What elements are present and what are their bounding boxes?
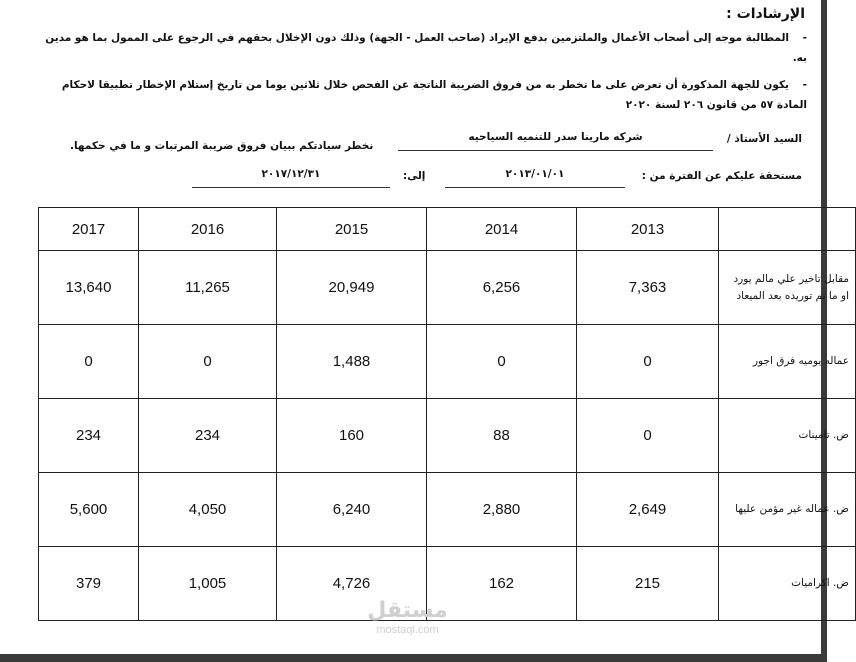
value-cell: 4,726 xyxy=(277,547,427,621)
value-cell: 379 xyxy=(39,547,139,621)
value-cell: 13,640 xyxy=(39,251,139,325)
tax-differences-table xyxy=(38,207,856,621)
value-cell: 1,488 xyxy=(277,325,427,399)
value-cell: 88 xyxy=(427,399,577,473)
value-cell: 0 xyxy=(39,325,139,399)
value-cell: 7,363 xyxy=(577,251,719,325)
period-to-line xyxy=(192,187,390,188)
period-label: مستحقة عليكم عن الفترة من : xyxy=(641,170,802,182)
watermark-arabic: مستقل xyxy=(367,598,448,623)
window-frame-bottom xyxy=(0,654,827,662)
company-line xyxy=(398,150,713,151)
instruction-text: يكون للجهة المذكورة أن تعرض على ما تخطر به من فروق الضريبة الناتجة عن الفحص خلال ثلاثين يوما من تاريخ إستلام الإخطار تطبيقا لاحكام المادة ٥٧ من قانون ٢٠٦ لسنة ٢٠٢٠ xyxy=(61,79,807,111)
table-header-row xyxy=(39,208,856,251)
value-cell: 5,600 xyxy=(39,473,139,547)
year-header: 2015 xyxy=(277,208,427,251)
row-label: ض. تامينات xyxy=(719,399,856,473)
value-cell: 215 xyxy=(577,547,719,621)
value-cell: 0 xyxy=(139,325,277,399)
value-cell: 11,265 xyxy=(139,251,277,325)
value-cell: 4,050 xyxy=(139,473,277,547)
instructions-title: الإرشادات : xyxy=(726,6,805,22)
instruction-text: المطالبة موجه إلى أصحاب الأعمال والملتزمين بدفع الإيراد (صاحب العمل - الجهة) وذلك دون الإخلال بحقهم في الرجوع على الممول بما هو مدين به. xyxy=(45,32,807,64)
value-cell: 234 xyxy=(139,399,277,473)
value-cell: 0 xyxy=(577,399,719,473)
value-cell: 2,880 xyxy=(427,473,577,547)
period-from: ٢٠١٣/٠١/٠١ xyxy=(505,168,565,180)
mr-label: السيد الأستاذ / xyxy=(726,133,802,145)
value-cell: 1,005 xyxy=(139,547,277,621)
value-cell: 6,256 xyxy=(427,251,577,325)
year-header: 2013 xyxy=(577,208,719,251)
notify-text: نخطر سيادتكم ببيان فروق ضريبة المرتبات و ما في حكمها. xyxy=(70,140,374,152)
value-cell: 0 xyxy=(577,325,719,399)
row-label: مقابل تاخير علي مالم يورد او ما تم توريده بعد الميعاد xyxy=(719,251,856,325)
value-cell: 0 xyxy=(427,325,577,399)
year-header: 2016 xyxy=(139,208,277,251)
row-label: عماله يوميه فرق اجور xyxy=(719,325,856,399)
value-cell: 20,949 xyxy=(277,251,427,325)
company-name: شركه مارينا سدر للتنميه السياحيه xyxy=(468,131,643,143)
table-row xyxy=(39,325,856,399)
label-header-cell xyxy=(719,208,856,251)
year-header: 2014 xyxy=(427,208,577,251)
instruction-item: -يكون للجهة المذكورة أن تعرض على ما تخطر به من فروق الضريبة الناتجة عن الفحص خلال ثلاثين يوما من تاريخ إستلام الإخطار تطبيقا لاحكام المادة ٥٧ من قانون ٢٠٦ لسنة ٢٠٢٠ xyxy=(61,79,807,111)
to-label: إلى: xyxy=(403,170,426,182)
value-cell: 2,649 xyxy=(577,473,719,547)
year-header: 2017 xyxy=(39,208,139,251)
table-row xyxy=(39,251,856,325)
value-cell: 6,240 xyxy=(277,473,427,547)
value-cell: 162 xyxy=(427,547,577,621)
table-row xyxy=(39,473,856,547)
period-from-line xyxy=(445,187,625,188)
watermark-latin: mostaql.com xyxy=(376,624,439,636)
period-to: ٢٠١٧/١٢/٣١ xyxy=(261,168,321,180)
row-label: ض. عماله غير مؤمن عليها xyxy=(719,473,856,547)
table-row xyxy=(39,399,856,473)
instruction-item: -المطالبة موجه إلى أصحاب الأعمال والملتزمين بدفع الإيراد (صاحب العمل - الجهة) وذلك دون الإخلال بحقهم في الرجوع على الممول بما هو مدين به. xyxy=(45,32,807,64)
value-cell: 234 xyxy=(39,399,139,473)
value-cell: 160 xyxy=(277,399,427,473)
mostaql-watermark xyxy=(345,598,470,636)
row-label: ض. اكراميات xyxy=(719,547,856,621)
